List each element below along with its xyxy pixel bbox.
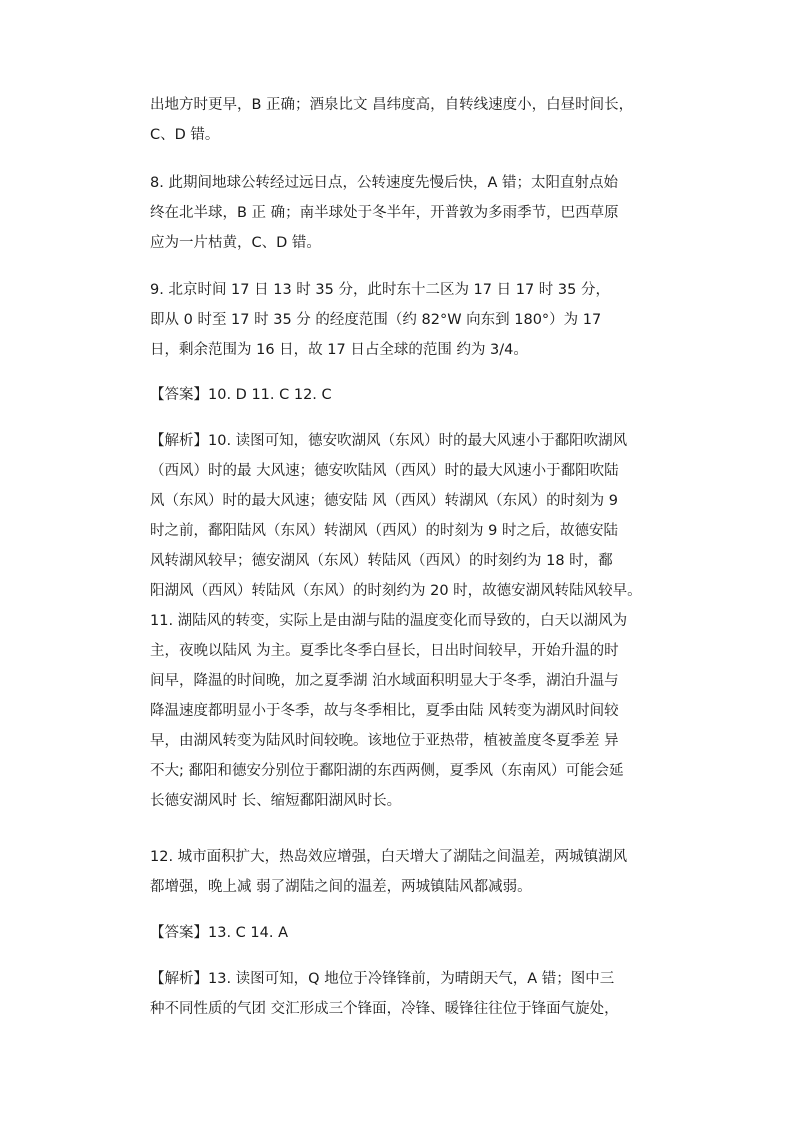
text-line: 日，剩余范围为 16 日，故 17 日占全球的范围 约为 3/4。 bbox=[150, 342, 528, 358]
text-line: 阳湖风（西风）转陆风（东风）的时刻约为 20 时，故德安湖风转陆风较早。 bbox=[150, 583, 642, 599]
text-line: 主，夜晚以陆风 为主。夏季比冬季白昼长，日出时间较早，开始升温的时 bbox=[150, 643, 619, 659]
paragraph-8 bbox=[150, 168, 670, 258]
text-line: 风转湖风较早；德安湖风（东风）转陆风（西风）的时刻约为 18 时，鄱 bbox=[150, 553, 613, 569]
analysis-13 bbox=[150, 964, 670, 1024]
text-line: 12. 城市面积扩大，热岛效应增强，白天增大了湖陆之间温差，两城镇湖风 bbox=[150, 849, 628, 865]
text-line: 9. 北京时间 17 日 13 时 35 分，此时东十二区为 17 日 17 时 35 分， bbox=[150, 282, 610, 298]
text-line: 即从 0 时至 17 时 35 分 的经度范围（约 82°W 向东到 180°）为 17 bbox=[150, 312, 602, 328]
text-line: 出地方时更早，B 正确；酒泉比文 昌纬度高，自转线速度小，白昼时间长， bbox=[150, 97, 634, 113]
text-line: 【答案】10. D 11. C 12. C bbox=[150, 387, 332, 403]
answer-10-12 bbox=[150, 380, 670, 410]
text-line: 应为一片枯黄，C、D 错。 bbox=[150, 235, 321, 251]
text-line: 间早，降温的时间晚，加之夏季湖 泊水域面积明显大于冬季，湖泊升温与 bbox=[150, 673, 619, 689]
text-line: （西风）时的最 大风速；德安吹陆风（西风）时的最大风速小于鄱阳吹陆 bbox=[150, 463, 619, 479]
text-line: 长德安湖风时 长、缩短鄱阳湖风时长。 bbox=[150, 793, 402, 809]
text-line: 终在北半球，B 正 确；南半球处于冬半年，开普敦为多雨季节，巴西草原 bbox=[150, 205, 619, 221]
analysis-10-11 bbox=[150, 426, 670, 816]
paragraph-7-continued bbox=[150, 90, 670, 150]
text-line: 风（东风）时的最大风速；德安陆 风（西风）转湖风（东风）的时刻为 9 bbox=[150, 493, 618, 509]
text-line: 早，由湖风转变为陆风时间较晚。该地位于亚热带，植被盖度冬夏季差 异 bbox=[150, 733, 619, 749]
answer-13-14 bbox=[150, 918, 670, 948]
text-line: 【解析】13. 读图可知，Q 地位于冷锋锋前，为晴朗天气，A 错；图中三 bbox=[150, 971, 615, 987]
text-line: 8. 此期间地球公转经过远日点，公转速度先慢后快，A 错；太阳直射点始 bbox=[150, 175, 618, 191]
text-line: 降温速度都明显小于冬季，故与冬季相比，夏季由陆 风转变为湖风时间较 bbox=[150, 703, 619, 719]
text-line: 【解析】10. 读图可知，德安吹湖风（东风）时的最大风速小于鄱阳吹湖风 bbox=[150, 433, 628, 449]
text-line: 11. 湖陆风的转变，实际上是由湖与陆的温度变化而导致的，白天以湖风为 bbox=[150, 613, 628, 629]
text-line: 都增强，晚上减 弱了湖陆之间的温差，两城镇陆风都减弱。 bbox=[150, 879, 532, 895]
paragraph-9 bbox=[150, 275, 670, 365]
text-line: 种不同性质的气团 交汇形成三个锋面，冷锋、暖锋往往位于锋面气旋处， bbox=[150, 1001, 619, 1017]
text-line: C、D 错。 bbox=[150, 127, 220, 143]
text-line: 【答案】13. C 14. A bbox=[150, 925, 288, 941]
text-line: 时之前，鄱阳陆风（东风）转湖风（西风）的时刻为 9 时之后，故德安陆 bbox=[150, 523, 618, 539]
analysis-12 bbox=[150, 842, 670, 902]
text-line: 不大; 鄱阳和德安分别位于鄱阳湖的东西两侧，夏季风（东南风）可能会延 bbox=[150, 763, 624, 779]
